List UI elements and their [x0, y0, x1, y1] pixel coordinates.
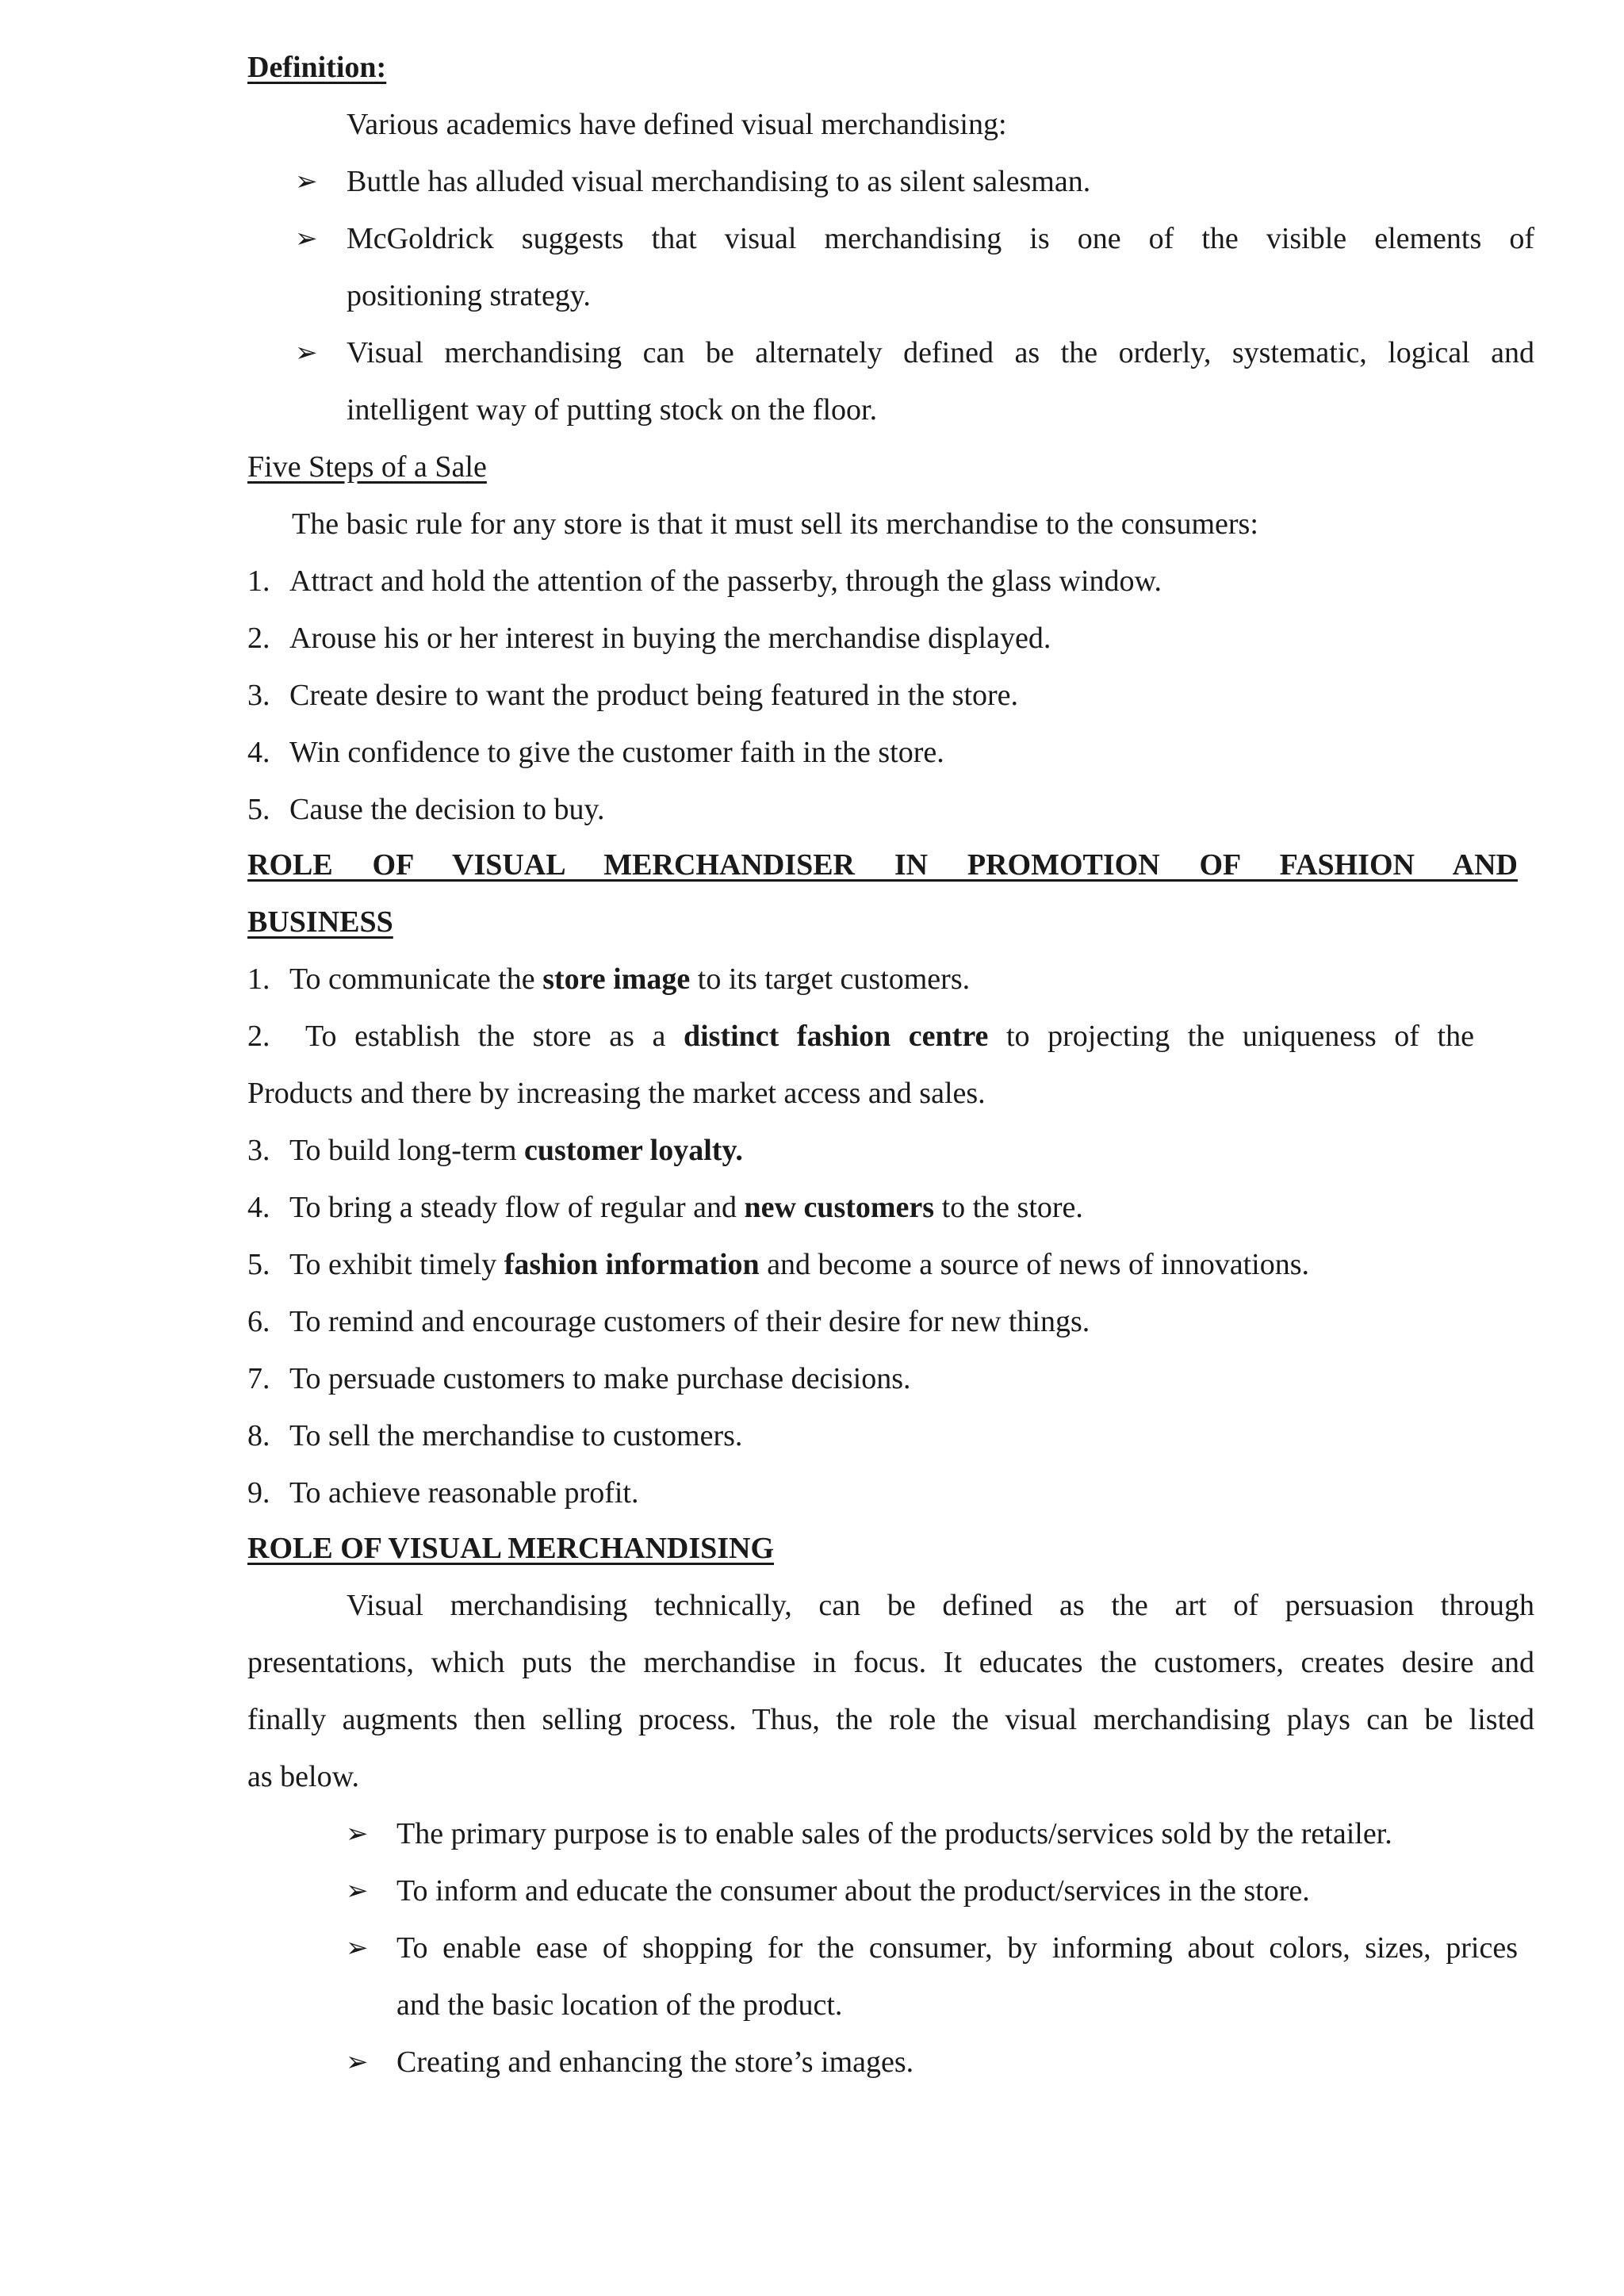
definition-intro: Various academics have defined visual merchandising:	[347, 108, 1007, 141]
role-bullet: To inform and educate the consumer about the product/services in the store.	[396, 1874, 1310, 1908]
role-item: To build long-term customer loyalty.	[289, 1134, 743, 1167]
bullet-arrow-icon: ➢	[295, 337, 318, 369]
five-steps-item: Create desire to want the product being featured in the store.	[289, 679, 1019, 712]
five-steps-item: Cause the decision to buy.	[289, 793, 605, 826]
five-steps-heading: Five Steps of a Sale	[247, 450, 487, 484]
role-bullet: The primary purpose is to enable sales of the products/services sold by the retailer.	[396, 1817, 1392, 1850]
list-number: 4.	[247, 1191, 270, 1224]
role-item-cont: Products and there by increasing the market access and sales.	[247, 1077, 986, 1110]
list-number: 2.	[247, 622, 270, 655]
definition-bullet-cont: positioning strategy.	[347, 279, 591, 312]
paragraph-line: as below.	[247, 1760, 360, 1793]
bullet-arrow-icon: ➢	[346, 2046, 369, 2078]
definition-bullet: McGoldrick suggests that visual merchandising is one of the visible elements of	[347, 222, 1534, 255]
five-steps-item: Arouse his or her interest in buying the merchandise displayed.	[289, 622, 1051, 655]
list-number: 2.	[247, 1020, 270, 1053]
list-number: 5.	[247, 793, 270, 826]
role-item: To communicate the store image to its target customers.	[289, 962, 971, 996]
list-number: 7.	[247, 1362, 270, 1395]
bullet-arrow-icon: ➢	[346, 1875, 369, 1907]
list-number: 3.	[247, 1134, 270, 1167]
list-number: 4.	[247, 736, 270, 769]
paragraph-line: Visual merchandising technically, can be defined as the art of persuasion through	[347, 1589, 1534, 1622]
list-number: 9.	[247, 1476, 270, 1510]
five-steps-intro: The basic rule for any store is that it must sell its merchandise to the consumers:	[292, 507, 1258, 541]
list-number: 6.	[247, 1305, 270, 1338]
role-item: To achieve reasonable profit.	[289, 1476, 639, 1510]
paragraph-line: finally augments then selling process. Thus, the role the visual merchandising plays can be listed	[247, 1703, 1534, 1736]
paragraph-line: presentations, which puts the merchandise in focus. It educates the customers, creates desire and	[247, 1646, 1534, 1679]
five-steps-item: Attract and hold the attention of the passerby, through the glass window.	[289, 564, 1162, 598]
bullet-arrow-icon: ➢	[295, 166, 318, 197]
role-merchandiser-heading-cont: BUSINESS	[247, 905, 393, 939]
bullet-arrow-icon: ➢	[346, 1932, 369, 1964]
role-bullet: Creating and enhancing the store’s images.	[396, 2045, 914, 2079]
role-item: To bring a steady flow of regular and new customers to the store.	[289, 1191, 1083, 1224]
definition-bullet: Buttle has alluded visual merchandising to as silent salesman.	[347, 165, 1091, 198]
role-item: To sell the merchandise to customers.	[289, 1419, 743, 1452]
role-item: To exhibit timely fashion information and become a source of news of innovations.	[289, 1248, 1309, 1281]
bullet-arrow-icon: ➢	[295, 223, 318, 254]
list-number: 1.	[247, 962, 270, 996]
definition-heading: Definition:	[247, 51, 387, 84]
role-merchandiser-heading: ROLE OF VISUAL MERCHANDISER IN PROMOTION OF FASHION AND	[247, 848, 1518, 882]
role-item: To persuade customers to make purchase decisions.	[289, 1362, 911, 1395]
bullet-arrow-icon: ➢	[346, 1818, 369, 1850]
five-steps-item: Win confidence to give the customer faith in the store.	[289, 736, 944, 769]
role-bullet-cont: and the basic location of the product.	[396, 1988, 843, 2022]
role-item: To remind and encourage customers of their desire for new things.	[289, 1305, 1090, 1338]
list-number: 3.	[247, 679, 270, 712]
list-number: 8.	[247, 1419, 270, 1452]
list-number: 5.	[247, 1248, 270, 1281]
role-item: To establish the store as a distinct fashion centre to projecting the uniqueness of the	[305, 1020, 1474, 1053]
role-bullet: To enable ease of shopping for the consumer, by informing about colors, sizes, prices	[396, 1931, 1518, 1965]
list-number: 1.	[247, 564, 270, 598]
definition-bullet-cont: intelligent way of putting stock on the floor.	[347, 393, 878, 427]
role-merchandising-heading: ROLE OF VISUAL MERCHANDISING	[247, 1532, 775, 1565]
definition-bullet: Visual merchandising can be alternately defined as the orderly, systematic, logical and	[347, 336, 1534, 369]
